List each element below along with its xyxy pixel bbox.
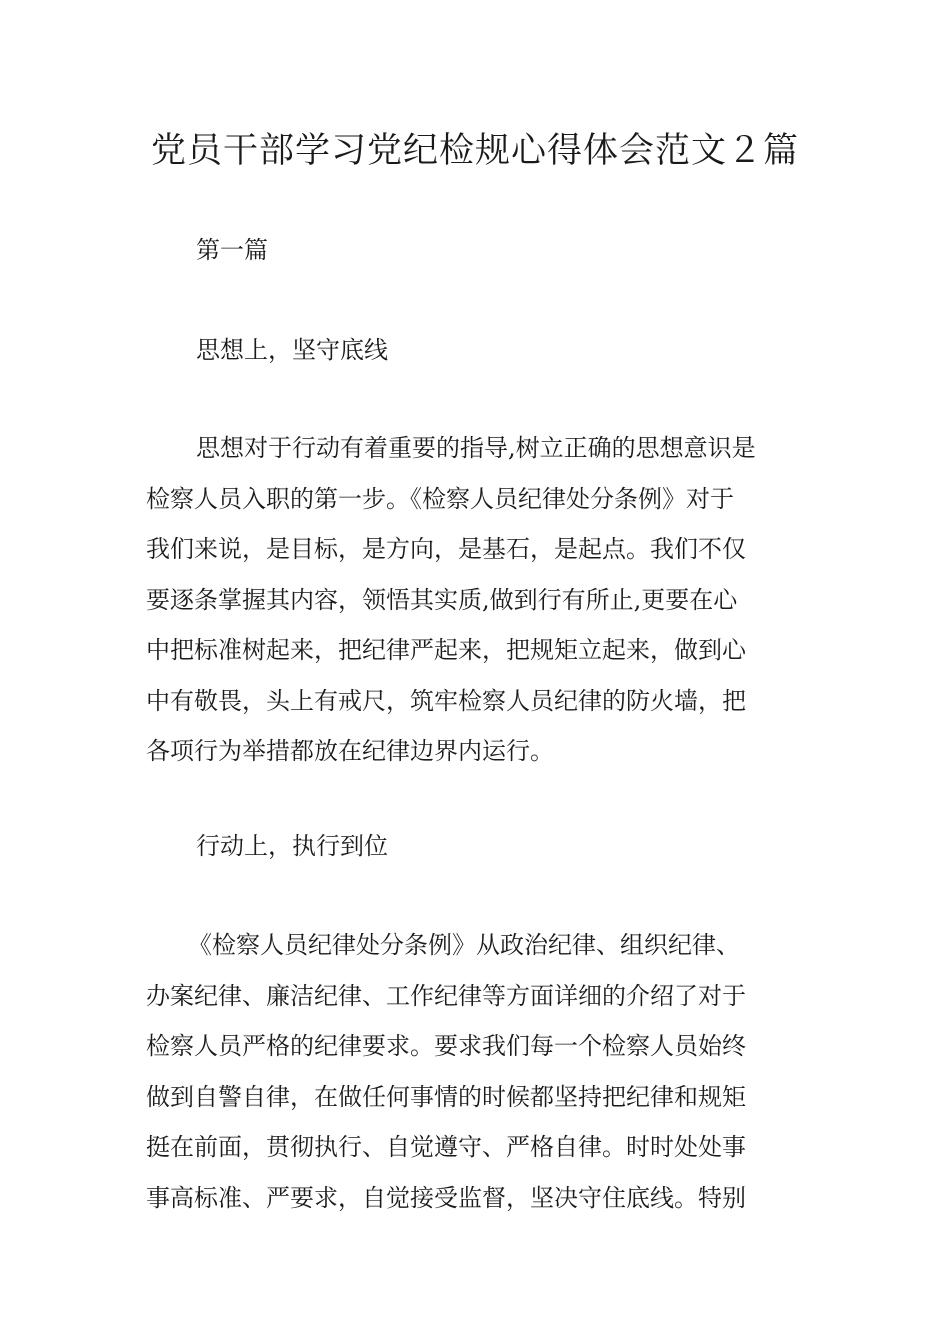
section-label: 第一篇	[196, 236, 268, 264]
paragraph-line: 检察人员严格的纪律要求。要求我们每一个检察人员始终	[146, 1032, 746, 1060]
paragraph-line: 要逐条掌握其内容，领悟其实质,做到行有所止,更要在心	[146, 585, 738, 614]
paragraph-line: 中把标准树起来，把纪律严起来，把规矩立起来，做到心	[146, 636, 746, 664]
paragraph-line: 我们来说，是目标，是方向，是基石，是起点。我们不仅	[146, 535, 746, 563]
paragraph-line: 事高标准、严要求，自觉接受监督，坚决守住底线。特别	[146, 1183, 746, 1212]
heading-action: 行动上，执行到位	[196, 832, 388, 860]
paragraph-line: 中有敬畏，头上有戒尺，筑牢检察人员纪律的防火墙，把	[146, 686, 746, 715]
paragraph-line: 思想对于行动有着重要的指导,树立正确的思想意识是	[196, 434, 756, 462]
document-title: 党员干部学习党纪检规心得体会范文２篇	[150, 131, 799, 171]
paragraph-line: 检察人员入职的第一步。《检察人员纪律处分条例》对于	[146, 484, 734, 513]
heading-thought: 思想上，坚守底线	[196, 336, 388, 364]
paragraph-line: 《检察人员纪律处分条例》从政治纪律、组织纪律、	[188, 931, 740, 959]
paragraph-line: 办案纪律、廉洁纪律、工作纪律等方面详细的介绍了对于	[146, 981, 746, 1010]
paragraph-line: 各项行为举措都放在纪律边界内运行。	[146, 737, 554, 765]
paragraph-action	[146, 920, 810, 1223]
paragraph-line: 挺在前面，贯彻执行、自觉遵守、严格自律。时时处处事	[146, 1133, 746, 1161]
paragraph-line: 做到自警自律，在做任何事情的时候都坚持把纪律和规矩	[146, 1082, 746, 1111]
paragraph-thought	[146, 423, 810, 777]
